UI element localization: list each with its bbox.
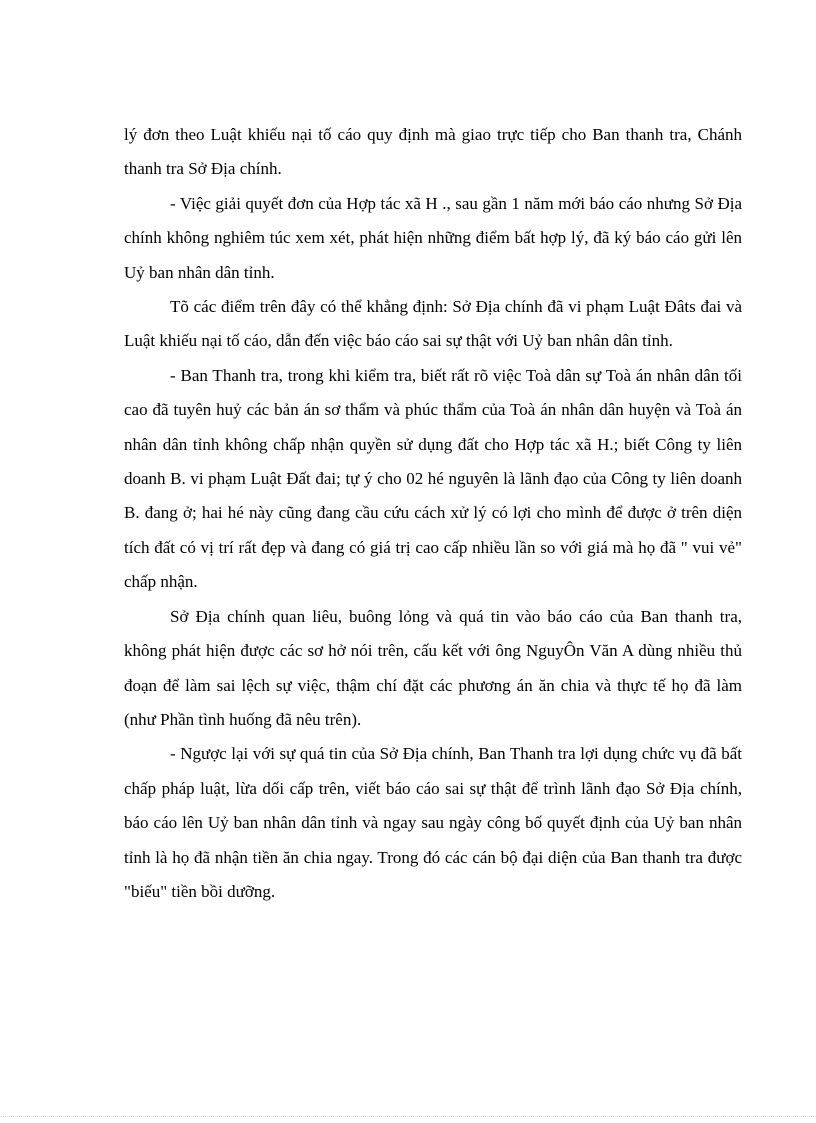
page-bottom-border xyxy=(0,1116,816,1117)
body-text xyxy=(124,118,742,909)
paragraph-5: Sở Địa chính quan liêu, buông lỏng và quá tin vào báo cáo của Ban thanh tra, không phát hiện được các sơ hở nói trên, cấu kết với ông NguyÔn Văn A dùng nhiều thủ đoạn để làm sai lệch sự việc, thậm chí đặt các phương án ăn chia và thực tế họ đã làm (như Phần tình huống đã nêu trên). xyxy=(124,606,742,729)
paragraph-4: - Ban Thanh tra, trong khi kiểm tra, biết rất rõ việc Toà dân sự Toà án nhân dân tối cao đã tuyên huỷ các bản án sơ thẩm và phúc thẩm của Toà án nhân dân huyện và Toà án nhân dân tỉnh không chấp nhận quyền sử dụng đất cho Hợp tác xã H.; biết Công ty liên doanh B. vi phạm Luật Đất đai; tự ý cho 02 hé nguyên là lãnh đạo của Công ty liên doanh B. đang ở; hai hé này cũng đang cầu cứu cách xử lý có lợi cho mình để được ở trên diện tích đất có vị trí rất đẹp và đang có giá trị cao cấp nhiều lần so với giá mà họ đã " vui vẻ" chấp nhận. xyxy=(124,365,742,592)
paragraph-2: - Việc giải quyết đơn của Hợp tác xã H ., sau gần 1 năm mới báo cáo nhưng Sở Địa chính không nghiêm túc xem xét, phát hiện những điểm bất hợp lý, đã ký báo cáo gửi lên Uỷ ban nhân dân tỉnh. xyxy=(124,193,742,282)
paragraph-6: - Ngược lại với sự quá tin của Sở Địa chính, Ban Thanh tra lợi dụng chức vụ đã bất chấp pháp luật, lừa dối cấp trên, viết báo cáo sai sự thật để trình lãnh đạo Sở Địa chính, báo cáo lên Uỷ ban nhân dân tỉnh và ngay sau ngày công bố quyết định của Uỷ ban nhân tỉnh là họ đã nhận tiền ăn chia ngay. Trong đó các cán bộ đại diện của Ban thanh tra được "biếu" tiền bồi dưỡng. xyxy=(124,744,742,901)
paragraph-3: Tõ các điểm trên đây có thể khẳng định: Sở Địa chính đã vi phạm Luật Đâts đai và Luật khiếu nại tố cáo, dẫn đến việc báo cáo sai sự thật với Uỷ ban nhân dân tỉnh. xyxy=(124,297,742,351)
paragraph-1: lý đơn theo Luật khiếu nại tố cáo quy định mà giao trực tiếp cho Ban thanh tra, Chánh thanh tra Sở Địa chính. xyxy=(124,125,742,179)
